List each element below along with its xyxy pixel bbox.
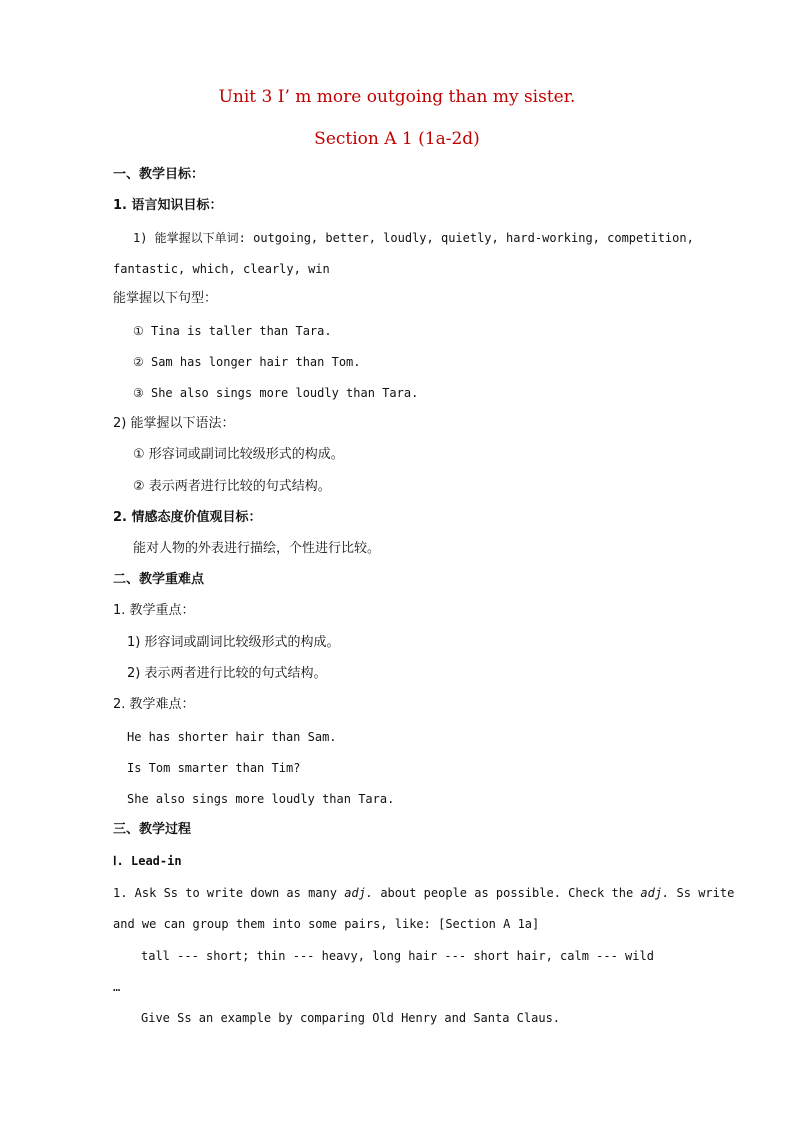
- difficulty-example-1: He has shorter hair than Sam.: [127, 730, 337, 744]
- lead-in-text-b: about people as possible. Check the: [373, 886, 641, 900]
- subheading-emotional-goals: 2. 情感态度价值观目标：: [113, 510, 262, 525]
- patterns-label: 能掌握以下句型：: [113, 291, 218, 306]
- grammar-item-2: ② 表示两者进行比较的句式结构。: [133, 479, 331, 494]
- section-heading-key-points: 二、教学重难点: [113, 572, 205, 587]
- section-heading-objectives: 一、教学目标：: [113, 167, 205, 182]
- key-point-1: 1) 形容词或副词比较级形式的构成。: [127, 635, 340, 650]
- subheading-language-knowledge: 1. 语言知识目标：: [113, 198, 223, 213]
- adj-term-1: adj.: [344, 886, 374, 900]
- key-point-2: 2) 表示两者进行比较的句式结构。: [127, 666, 327, 681]
- example-instruction: Give Ss an example by comparing Old Henry and Santa Claus.: [141, 1011, 561, 1025]
- vocab-line-2: fantastic, which, clearly, win: [113, 262, 330, 276]
- adjective-pairs-ellipsis: …: [113, 980, 121, 994]
- grammar-item-1: ① 形容词或副词比较级形式的构成。: [133, 447, 344, 462]
- pattern-item-2: ② Sam has longer hair than Tom.: [133, 355, 361, 369]
- adj-term-2: adj.: [640, 886, 670, 900]
- subheading-lead-in: Ⅰ. Lead-in: [113, 854, 182, 868]
- emotional-goals-text: 能对人物的外表进行描绘，个性进行比较。: [133, 541, 381, 556]
- grammar-label: 2) 能掌握以下语法：: [113, 416, 235, 431]
- lead-in-instruction-line-2: and we can group them into some pairs, like: [Section A 1a]: [113, 917, 540, 931]
- adjective-pairs-line: tall --- short; thin --- heavy, long hair --- short hair, calm --- wild: [141, 949, 654, 963]
- document-subtitle: Section A 1 (1a-2d): [314, 129, 480, 149]
- subheading-difficulties: 2. 教学难点：: [113, 697, 195, 712]
- lead-in-instruction-line-1: [113, 884, 734, 902]
- vocab-line-1: 1) 能掌握以下单词: outgoing, better, loudly, quietly, hard-working, competition,: [133, 231, 694, 245]
- difficulty-example-2: Is Tom smarter than Tim?: [127, 761, 301, 775]
- pattern-item-1: ① Tina is taller than Tara.: [133, 324, 332, 338]
- section-heading-procedure: 三、教学过程: [113, 822, 192, 837]
- subheading-key-points: 1. 教学重点：: [113, 603, 195, 618]
- difficulty-example-3: She also sings more loudly than Tara.: [127, 792, 395, 806]
- lead-in-text-c: Ss write: [669, 886, 735, 900]
- pattern-item-3: ③ She also sings more loudly than Tara.: [133, 386, 419, 400]
- document-title: Unit 3 I’ m more outgoing than my sister.: [218, 87, 576, 107]
- lead-in-text-a: 1. Ask Ss to write down as many: [113, 886, 345, 900]
